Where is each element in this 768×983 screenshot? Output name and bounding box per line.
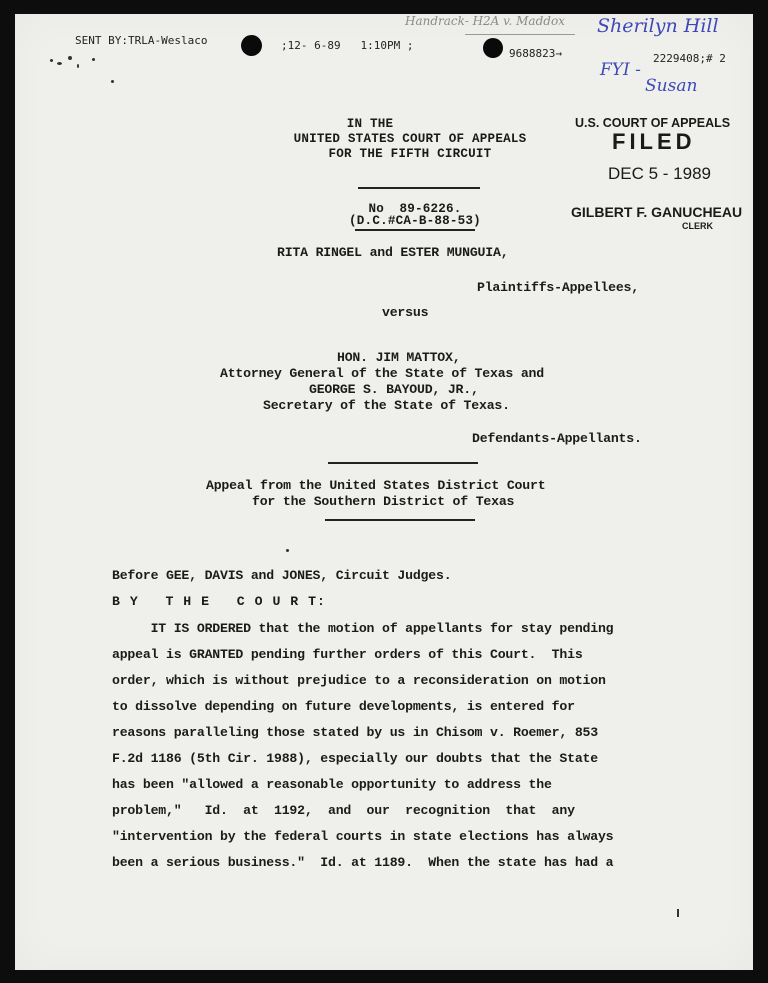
caption-rule: [358, 187, 480, 189]
appeal-line-1: Appeal from the United States District Court: [206, 478, 546, 493]
order-line-5: reasons paralleling those stated by us in Chisom v. Roemer, 853: [112, 725, 598, 740]
appeal-rule-bottom: [325, 519, 475, 521]
order-line-1: IT IS ORDERED that the motion of appellants for stay pending: [112, 621, 614, 636]
order-line-2: appeal is GRANTED pending further orders of this Court. This: [112, 647, 583, 662]
appeal-rule-top: [328, 462, 478, 464]
scan-speck: [92, 58, 95, 61]
document-page: [15, 14, 753, 970]
handwritten-case-note: Handrack- H2A v. Maddox: [405, 14, 565, 28]
fax-phone: 9688823→: [509, 47, 562, 60]
handwritten-signer: Susan: [645, 76, 698, 96]
handwritten-recipient: Sherilyn Hill: [597, 15, 719, 37]
plaintiffs: RITA RINGEL and ESTER MUNGUIA,: [277, 245, 509, 260]
handwritten-underline: [465, 34, 575, 35]
district-court-number: (D.C.#CA-B-88-53): [349, 214, 481, 228]
defendant-line-2: Attorney General of the State of Texas and: [220, 366, 544, 381]
scan-speck: [77, 64, 79, 68]
fax-sent-by: SENT BY:TRLA-Weslaco: [75, 34, 208, 47]
stamp-clerk-name: GILBERT F. GANUCHEAU: [571, 204, 743, 220]
scan-speck: [50, 59, 53, 62]
order-line-6: F.2d 1186 (5th Cir. 1988), especially our doubts that the State: [112, 751, 598, 766]
judges-line: Before GEE, DAVIS and JONES, Circuit Judges.: [112, 568, 452, 583]
fax-page-ref: 2229408;# 2: [653, 52, 726, 65]
scan-speck: [57, 62, 62, 65]
stamp-court: U.S. COURT OF APPEALS: [575, 116, 731, 130]
by-the-court: B Y T H E C O U R T:: [112, 594, 326, 609]
defendants-role: Defendants-Appellants.: [472, 431, 642, 446]
handwritten-fyi: FYI -: [600, 60, 641, 80]
caption-in-the: IN THE: [346, 117, 394, 131]
scan-speck: [111, 80, 114, 83]
order-line-8: problem," Id. at 1192, and our recognition that any: [112, 803, 575, 818]
stamp-date: DEC 5 - 1989: [608, 164, 711, 183]
stamp-filed: FILED: [612, 129, 696, 154]
fax-date-time: ;12- 6-89 1:10PM ;: [281, 39, 414, 52]
defendant-line-4: Secretary of the State of Texas.: [263, 398, 510, 413]
scan-speck: [677, 909, 679, 917]
scan-speck: [286, 549, 289, 552]
caption-circuit: FOR THE FIFTH CIRCUIT: [328, 147, 492, 161]
appeal-line-2: for the Southern District of Texas: [252, 494, 515, 509]
versus: versus: [382, 305, 429, 320]
order-line-10: been a serious business." Id. at 1189. When the state has had a: [112, 855, 614, 870]
defendant-line-3: GEORGE S. BAYOUD, JR.,: [309, 382, 479, 397]
order-line-9: "intervention by the federal courts in state elections has always: [112, 829, 614, 844]
stamp-clerk-title: CLERK: [682, 221, 713, 231]
fax-punch-hole: [241, 35, 262, 56]
docket-rule: [355, 229, 475, 231]
order-line-4: to dissolve depending on future developments, is entered for: [112, 699, 575, 714]
plaintiffs-role: Plaintiffs-Appellees,: [477, 280, 639, 295]
fax-punch-hole-2: [483, 38, 503, 58]
docket-number: No 89-6226.: [368, 202, 462, 216]
caption-court: UNITED STATES COURT OF APPEALS: [293, 132, 527, 146]
scan-speck: [68, 56, 72, 60]
order-line-3: order, which is without prejudice to a reconsideration on motion: [112, 673, 606, 688]
defendant-line-1: HON. JIM MATTOX,: [337, 350, 461, 365]
order-line-7: has been "allowed a reasonable opportunity to address the: [112, 777, 552, 792]
